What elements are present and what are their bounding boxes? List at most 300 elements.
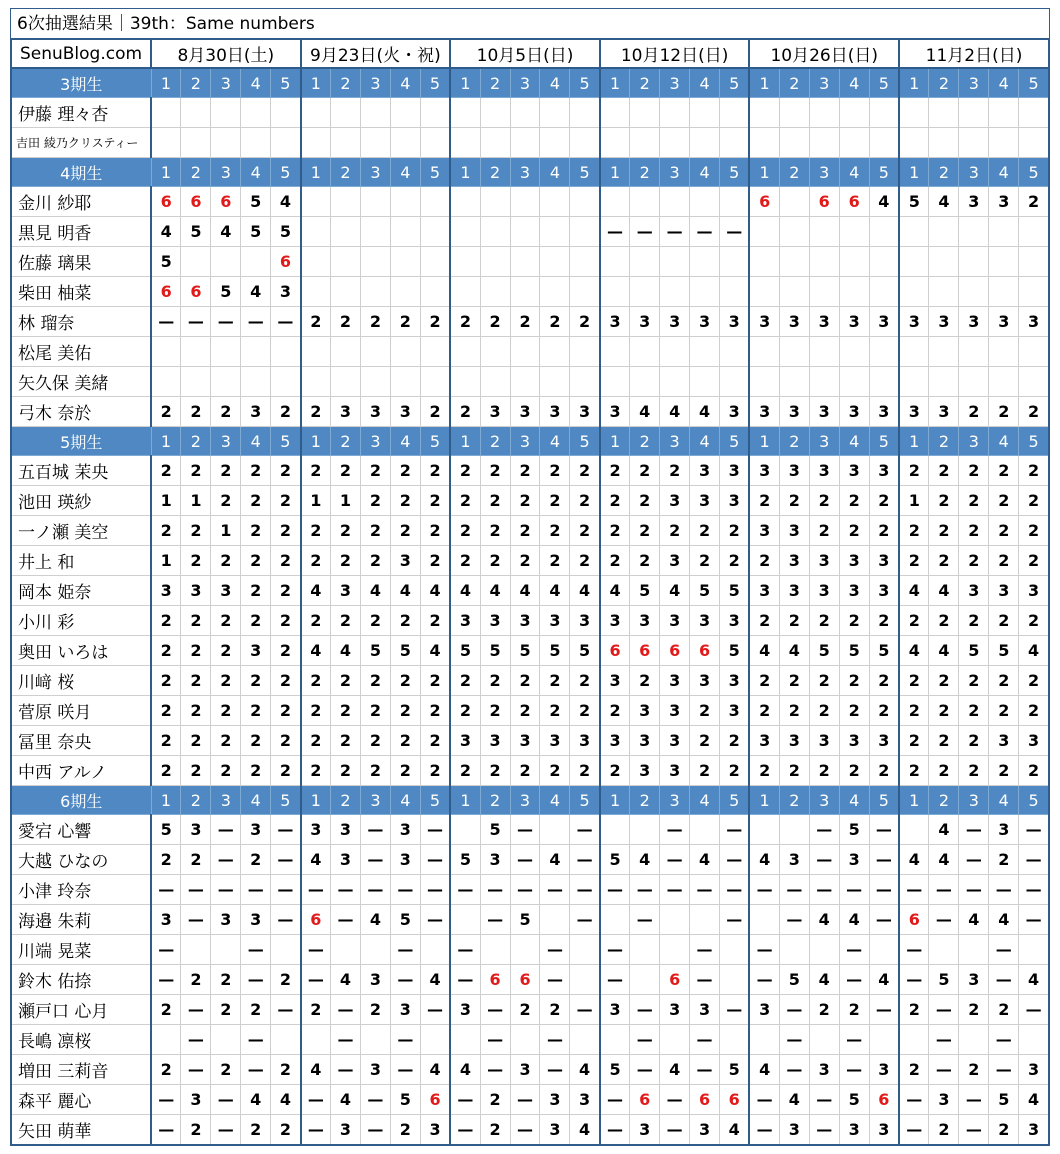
result-cell: 6 [630,636,660,666]
result-cell [749,1025,779,1055]
member-name: 増田 三莉音 [11,1055,151,1085]
result-cell [630,965,660,995]
result-cell [1019,98,1049,128]
result-cell: 2 [929,486,959,516]
result-cell: — [271,845,301,875]
result-cell: — [600,217,630,247]
result-cell: 2 [540,307,570,337]
slot-number: 2 [779,427,809,456]
result-cell: 4 [720,1115,750,1146]
result-cell: 4 [301,576,331,606]
result-cell: 3 [151,576,181,606]
slot-number: 1 [151,68,181,98]
result-cell: — [630,217,660,247]
date-header: 10月5日(日) [450,39,600,68]
slot-number: 1 [301,786,331,815]
result-cell: 2 [600,456,630,486]
result-cell [271,367,301,397]
result-cell [420,187,450,217]
result-cell: 2 [989,995,1019,1025]
slot-number: 2 [630,427,660,456]
result-cell: 3 [720,397,750,427]
result-cell: 2 [151,726,181,756]
slot-number: 3 [660,427,690,456]
slot-number: 4 [839,158,869,187]
result-cell [390,277,420,307]
slot-number: 1 [450,427,480,456]
result-cell [1019,337,1049,367]
result-cell: 2 [600,516,630,546]
result-cell: 5 [390,905,420,935]
result-cell [570,247,600,277]
result-cell: 1 [151,546,181,576]
result-cell: 2 [181,1115,211,1146]
result-cell [779,217,809,247]
member-name: 川端 晃菜 [11,935,151,965]
result-cell [151,1025,181,1055]
result-cell: 4 [241,277,271,307]
member-name: 井上 和 [11,546,151,576]
result-cell: 2 [690,516,720,546]
result-cell: 2 [360,726,390,756]
slot-number: 5 [570,427,600,456]
slot-number: 3 [510,68,540,98]
result-cell: 2 [271,965,301,995]
result-cell: 2 [241,995,271,1025]
result-cell: 2 [331,516,361,546]
result-cell: 2 [989,456,1019,486]
result-cell: — [181,1055,211,1085]
result-cell [390,337,420,367]
result-cell [331,128,361,158]
result-cell [331,217,361,247]
result-cell: 2 [989,756,1019,786]
result-cell: 3 [241,636,271,666]
result-cell: 6 [690,1085,720,1115]
result-cell: 3 [989,187,1019,217]
result-cell: — [720,905,750,935]
result-cell [660,247,690,277]
result-cell: — [1019,905,1049,935]
date-header: 9月23日(火・祝) [301,39,451,68]
date-header-row [11,39,1049,68]
result-cell [600,98,630,128]
result-cell: 4 [420,1055,450,1085]
result-cell [360,187,390,217]
slot-number: 4 [540,427,570,456]
result-cell: 2 [151,666,181,696]
result-cell: 3 [989,576,1019,606]
result-cell: 6 [271,247,301,277]
result-cell: — [929,1025,959,1055]
member-name: 菅原 咲月 [11,696,151,726]
result-cell [749,128,779,158]
result-cell: 3 [839,546,869,576]
result-cell: 3 [241,905,271,935]
slot-number: 4 [690,427,720,456]
slot-number: 5 [570,68,600,98]
result-cell: — [241,875,271,905]
slot-number: 4 [989,427,1019,456]
result-cell: 2 [420,726,450,756]
result-cell: 2 [899,516,929,546]
date-header: 8月30日(土) [151,39,301,68]
result-cell: 4 [989,905,1019,935]
result-cell: 2 [839,666,869,696]
result-cell: — [630,875,660,905]
result-cell: — [181,905,211,935]
result-cell [720,247,750,277]
slot-number: 1 [600,158,630,187]
result-cell [720,337,750,367]
result-cell: 2 [570,756,600,786]
result-cell: — [809,1115,839,1146]
result-cell: 3 [839,397,869,427]
result-cell: 5 [600,845,630,875]
slot-number: 4 [540,786,570,815]
result-cell: — [690,1025,720,1055]
result-cell: — [749,965,779,995]
slot-number: 3 [360,786,390,815]
result-cell: 2 [570,307,600,337]
result-cell [600,815,630,845]
result-cell: 2 [570,546,600,576]
result-cell [839,247,869,277]
result-cell: 2 [809,696,839,726]
result-cell [301,98,331,128]
slot-number: 5 [420,68,450,98]
result-cell: 2 [480,516,510,546]
result-cell [989,367,1019,397]
result-cell: 2 [301,397,331,427]
result-cell: 2 [151,756,181,786]
result-cell [241,367,271,397]
result-cell: 3 [510,1055,540,1085]
result-cell: 2 [211,726,241,756]
slot-number: 3 [959,68,989,98]
result-cell: — [660,845,690,875]
result-cell: 5 [989,636,1019,666]
result-cell [600,1025,630,1055]
result-cell [660,905,690,935]
result-cell: 2 [899,606,929,636]
result-cell: — [360,875,390,905]
member-row [11,277,1049,307]
result-cell [540,217,570,247]
member-row [11,995,1049,1025]
result-cell: 3 [989,815,1019,845]
result-cell: 2 [510,546,540,576]
slot-number: 5 [869,68,899,98]
result-cell [450,98,480,128]
result-cell: — [151,965,181,995]
result-cell: 4 [779,636,809,666]
result-cell: 4 [630,397,660,427]
result-cell: 3 [720,696,750,726]
result-cell: 5 [899,187,929,217]
result-cell: 6 [301,905,331,935]
result-cell [570,98,600,128]
slot-number: 2 [630,786,660,815]
result-cell: 5 [959,636,989,666]
result-cell: 2 [1019,756,1049,786]
result-cell: 4 [690,845,720,875]
slot-number: 5 [720,427,750,456]
result-cell: — [271,815,301,845]
result-cell [360,217,390,247]
result-cell [181,98,211,128]
result-cell [749,815,779,845]
result-cell: — [660,1115,690,1146]
result-cell [929,247,959,277]
result-cell [600,337,630,367]
result-cell: 2 [151,1055,181,1085]
result-cell: 2 [301,756,331,786]
result-cell [779,337,809,367]
result-cell: 2 [540,696,570,726]
member-name: 大越 ひなの [11,845,151,875]
result-cell [331,277,361,307]
result-cell: 3 [779,516,809,546]
slot-number: 5 [271,427,301,456]
result-cell: 2 [869,486,899,516]
result-cell [899,367,929,397]
slot-number: 3 [660,68,690,98]
slot-number: 1 [151,786,181,815]
generation-header-row [11,786,1049,815]
result-cell: 2 [271,516,301,546]
result-cell: 3 [1019,1055,1049,1085]
result-cell: — [450,875,480,905]
result-cell [660,187,690,217]
result-cell: — [211,875,241,905]
result-cell: 2 [959,726,989,756]
result-cell: 3 [570,726,600,756]
result-cell: 3 [869,456,899,486]
slot-number: 3 [211,786,241,815]
result-cell: 3 [690,486,720,516]
result-cell: — [211,1085,241,1115]
result-cell: 2 [420,606,450,636]
slot-number: 4 [241,158,271,187]
slot-number: 3 [360,68,390,98]
result-cell [839,128,869,158]
result-cell: 2 [331,696,361,726]
result-cell: 3 [959,307,989,337]
slot-number: 3 [510,786,540,815]
result-cell [899,217,929,247]
result-cell [1019,217,1049,247]
result-cell: 2 [450,696,480,726]
result-cell: 2 [570,696,600,726]
result-cell: 4 [360,576,390,606]
result-cell: 2 [690,726,720,756]
result-cell: — [241,935,271,965]
result-cell: 3 [480,845,510,875]
result-cell: — [390,1055,420,1085]
result-cell: 2 [630,666,660,696]
result-cell: — [660,815,690,845]
result-cell: — [1019,995,1049,1025]
result-cell: 4 [420,636,450,666]
result-cell: 4 [929,187,959,217]
result-cell [690,98,720,128]
result-cell: — [450,1085,480,1115]
result-cell: 2 [869,696,899,726]
result-cell [450,247,480,277]
result-cell [510,277,540,307]
result-cell [241,247,271,277]
result-cell: 2 [390,516,420,546]
result-cell: 3 [540,726,570,756]
result-cell [181,247,211,277]
result-cell [630,128,660,158]
result-cell: 2 [1019,486,1049,516]
result-cell [929,935,959,965]
slot-number: 4 [989,158,1019,187]
slot-number: 2 [929,158,959,187]
result-cell [749,247,779,277]
result-cell: — [271,307,301,337]
result-cell: 3 [690,995,720,1025]
result-cell [720,98,750,128]
result-cell: 5 [809,636,839,666]
result-cell: 2 [181,666,211,696]
result-cell [630,935,660,965]
result-cell [390,367,420,397]
result-cell: — [690,1055,720,1085]
result-cell: 4 [510,576,540,606]
slot-number: 4 [540,68,570,98]
result-cell: — [390,875,420,905]
result-cell: 2 [181,636,211,666]
result-cell: 2 [839,696,869,726]
result-cell [211,367,241,397]
result-cell: 5 [839,815,869,845]
member-row [11,606,1049,636]
result-cell: 6 [660,636,690,666]
result-cell: 5 [570,636,600,666]
result-cell [181,128,211,158]
result-cell [420,337,450,367]
result-cell: 2 [360,516,390,546]
result-cell: 4 [271,187,301,217]
result-cell: — [959,815,989,845]
result-cell: 3 [989,307,1019,337]
result-cell [450,815,480,845]
slot-number: 5 [271,68,301,98]
slot-number: 5 [720,158,750,187]
result-cell: 2 [1019,397,1049,427]
result-cell: 2 [869,516,899,546]
slot-number: 2 [480,68,510,98]
result-cell: — [241,1025,271,1055]
result-cell [869,98,899,128]
result-cell: — [360,815,390,845]
result-cell: 2 [151,995,181,1025]
result-cell: 4 [869,965,899,995]
slot-number: 4 [390,786,420,815]
result-cell: — [779,1055,809,1085]
member-row [11,1115,1049,1146]
result-cell: — [720,845,750,875]
result-cell: 2 [241,1115,271,1146]
result-cell: 2 [331,606,361,636]
result-cell: 2 [181,516,211,546]
member-row [11,576,1049,606]
slot-number: 2 [331,158,361,187]
result-cell: 3 [301,815,331,845]
result-cell [839,217,869,247]
result-cell [839,367,869,397]
result-cell [720,935,750,965]
result-cell: — [839,1025,869,1055]
result-cell [869,128,899,158]
result-cell: — [899,1085,929,1115]
result-cell [540,277,570,307]
result-cell [630,187,660,217]
result-cell [360,277,390,307]
result-cell: — [211,845,241,875]
member-name: 小川 彩 [11,606,151,636]
result-cell: — [540,1025,570,1055]
result-cell [331,367,361,397]
slot-number: 4 [690,158,720,187]
result-cell: 3 [600,666,630,696]
result-cell: 2 [301,546,331,576]
result-cell: 3 [211,905,241,935]
result-cell: — [869,995,899,1025]
result-cell: — [570,845,600,875]
result-cell: 3 [1019,1115,1049,1146]
result-cell: 1 [301,486,331,516]
result-cell [720,187,750,217]
slot-number: 2 [331,427,361,456]
result-cell: 2 [809,995,839,1025]
result-cell: 2 [211,636,241,666]
result-cell: — [540,1055,570,1085]
slot-number: 2 [779,68,809,98]
result-cell [660,128,690,158]
member-name: 冨里 奈央 [11,726,151,756]
result-cell: 6 [899,905,929,935]
result-cell: 2 [301,696,331,726]
generation-label: 5期生 [11,427,151,456]
result-cell: 3 [331,1115,361,1146]
result-cell: 2 [510,486,540,516]
slot-number: 1 [899,427,929,456]
result-cell [540,905,570,935]
result-cell [331,935,361,965]
result-cell: 6 [181,187,211,217]
slot-number: 2 [181,427,211,456]
result-cell [899,128,929,158]
result-cell: 2 [181,397,211,427]
result-cell: 2 [331,666,361,696]
result-cell: 4 [271,1085,301,1115]
result-cell [181,935,211,965]
result-cell: 4 [1019,636,1049,666]
generation-label: 3期生 [11,68,151,98]
result-cell: 2 [899,995,929,1025]
result-cell: 2 [989,486,1019,516]
result-cell [630,337,660,367]
result-cell: 6 [749,187,779,217]
slot-number: 4 [690,68,720,98]
result-cell: 4 [301,636,331,666]
result-cell: 2 [959,756,989,786]
result-cell: 3 [779,307,809,337]
